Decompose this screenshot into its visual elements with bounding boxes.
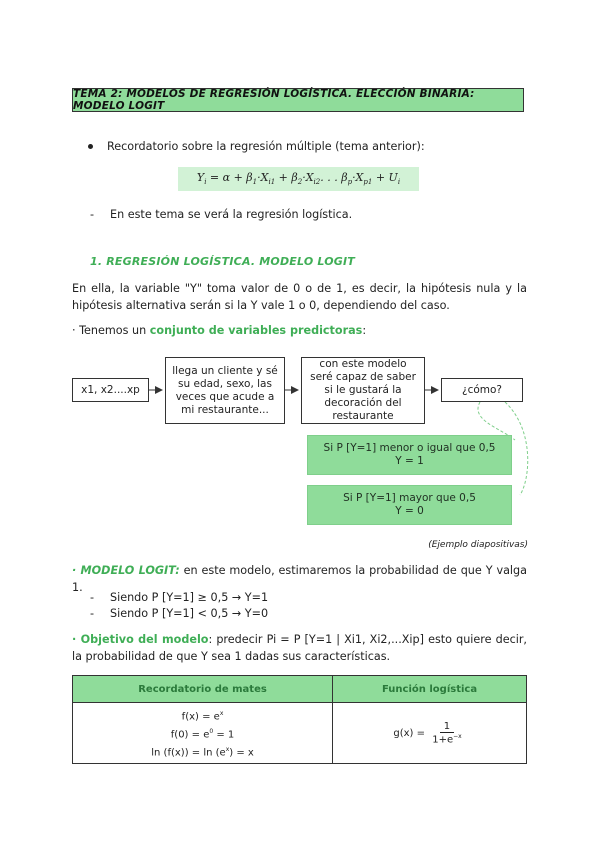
dash-item: - En este tema se verá la regresión logística.: [90, 208, 353, 221]
logit-text: en este modelo, estimaremos la probabilidad de que Y valga 1.: [72, 564, 527, 594]
condition-gt-line1: Si P [Y=1] mayor que 0,5: [343, 492, 476, 504]
bullet-text: Recordatorio sobre la regresión múltiple (tema anterior):: [107, 140, 425, 153]
page-title: TEMA 2: MODELOS DE REGRESIÓN LOGÍSTICA. ELECCIÓN BINARIA: MODELO LOGIT: [72, 88, 524, 112]
logistic-lhs: g(x) =: [393, 727, 426, 739]
logistic-numerator: 1: [440, 721, 454, 733]
condition-box-gt: [307, 485, 512, 525]
diagram-box-model: [301, 357, 425, 424]
dash-text: En este tema se verá la regresión logística.: [110, 208, 353, 221]
objective-text: : predecir Pi = P [Y=1 | Xi1, Xi2,...Xip] esto quiere decir, la probabilidad de que Y sea 1 dadas sus características.: [72, 633, 527, 663]
math-reminders-cell: [73, 703, 333, 764]
objective-label: · Objetivo del modelo: [72, 633, 209, 646]
equation-1: $f(x) = e^x$: [181, 709, 224, 722]
objective-paragraph: [72, 632, 527, 665]
math-table: [72, 675, 527, 764]
box-model-text: con este modelo seré capaz de saber si le gustará la decoración del restaurante: [310, 358, 416, 422]
diagram-box-how: [441, 378, 523, 402]
logistic-fraction: [428, 721, 465, 745]
section-heading: 1. REGRESIÓN LOGÍSTICA. MODELO LOGIT: [90, 255, 356, 268]
box-variables-text: x1, x2....xp: [81, 383, 140, 396]
logistic-denominator: $1+e^{-x}$: [432, 732, 462, 746]
list-item: - Siendo P [Y=1] < 0,5 → Y=0: [90, 607, 269, 620]
section-paragraph: En ella, la variable "Y" toma valor de 0 o de 1, es decir, la hipótesis nula y la hipótesis alternativa serán si la Y vale 1 o 0, dependiendo del caso.: [72, 282, 527, 312]
logistic-function-cell: [333, 703, 527, 764]
predictors-highlight: conjunto de variables predictoras: [149, 324, 363, 337]
diagram-box-variables: [72, 378, 149, 402]
condition-le-line1: Si P [Y=1] menor o igual que 0,5: [323, 442, 496, 454]
list-item-text: Siendo P [Y=1] ≥ 0,5 → Y=1: [110, 591, 269, 604]
condition-box-le: [307, 435, 512, 475]
condition-gt-line2: Y = 0: [395, 505, 424, 517]
predictors-prefix: · Tenemos un: [72, 324, 150, 337]
table-header-left: Recordatorio de mates: [73, 676, 333, 703]
formula-text: $Y_i = \alpha + \beta_1\cdot X_{i1} + \beta_2\cdot X_{i2}$. . . $\beta_p\cdot X_{p1} + U_i$: [196, 171, 401, 187]
logit-label: · MODELO LOGIT:: [72, 564, 180, 577]
box-how-text: ¿cómo?: [462, 383, 502, 396]
list-item: - Siendo P [Y=1] ≥ 0,5 → Y=1: [90, 591, 269, 604]
predictors-suffix: :: [362, 324, 367, 337]
box-client-text: llega un cliente y sé su edad, sexo, las veces que acude a mi restaurante...: [172, 364, 278, 416]
equation-2: $f(0) = e^0 = 1$: [170, 727, 235, 741]
list-item-text: Siendo P [Y=1] < 0,5 → Y=0: [110, 607, 269, 620]
table-header-right: Función logística: [333, 676, 527, 703]
diagram-box-client: [165, 357, 285, 424]
equation-3: $\ln (f(x)) = \ln (e^x) = x$: [151, 746, 254, 759]
condition-le-line2: Y = 1: [395, 455, 424, 467]
diagram-caption: (Ejemplo diapositivas): [428, 540, 528, 550]
